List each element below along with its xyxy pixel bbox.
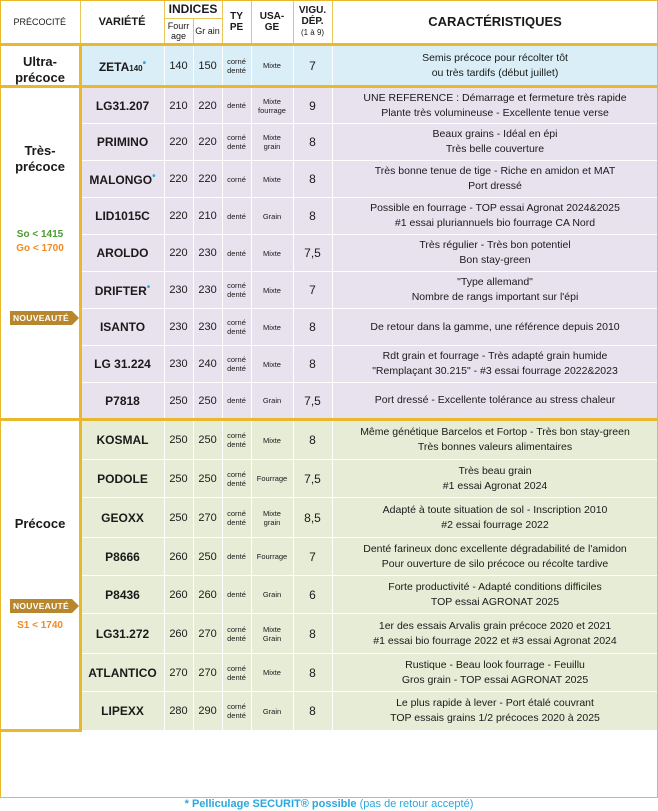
table-row: [0, 87, 658, 124]
characteristics-line-1: 1er des essais Arvalis grain précoce 2020 et 2021: [378, 619, 612, 632]
securit-marker-icon: •: [152, 171, 156, 182]
header-usage: USA- GE: [251, 0, 293, 45]
variety-name: [80, 87, 164, 124]
footer-note: [0, 797, 658, 811]
group-precoce: Précoce: [14, 516, 66, 531]
index-grain: 250: [193, 538, 222, 576]
characteristics-line-1: Forte productivité - Adapté conditions difficiles: [388, 580, 602, 593]
variety-name: [80, 654, 164, 692]
usage: Mixte: [251, 346, 293, 383]
header-precocite: PRÉCOCITÉ: [0, 0, 80, 45]
header-variete: VARIÉTÉ: [80, 0, 164, 45]
variety-label: LID1015C: [95, 209, 150, 223]
grain-type: corné denté: [222, 420, 251, 460]
usage: Grain: [251, 198, 293, 235]
vigueur-score: 9: [293, 87, 332, 124]
table-row: [0, 420, 658, 460]
variety-name: [80, 309, 164, 346]
table-row: [0, 346, 658, 383]
securit-marker-icon: •: [142, 57, 147, 69]
vigueur-score: 7: [293, 538, 332, 576]
index-grain: 150: [193, 45, 222, 87]
characteristics: [332, 346, 658, 383]
index-grain: 210: [193, 198, 222, 235]
characteristics-line-2: Plante très volumineuse - Excellente tenue verse: [381, 106, 609, 119]
header-type: TY PE: [222, 0, 251, 45]
index-grain: 250: [193, 383, 222, 420]
variety-name: [80, 460, 164, 498]
variety-name: [80, 538, 164, 576]
variety-label: PRIMINO: [96, 135, 149, 149]
index-grain: 260: [193, 576, 222, 614]
index-grain: 220: [193, 124, 222, 161]
characteristics-line-1: Rustique - Beau look fourrage - Feuillu: [405, 658, 585, 671]
grain-type: corné denté: [222, 692, 251, 731]
characteristics-line-2: "Remplaçant 30.215" - #3 essai fourrage 2022&2023: [372, 365, 618, 377]
grain-type: corné denté: [222, 272, 251, 309]
variety-label: LG31.272: [95, 626, 150, 641]
index-fourrage: 280: [164, 692, 193, 731]
index-fourrage: 230: [164, 346, 193, 383]
variety-name: [80, 614, 164, 654]
header-fourrage: Fourr age: [165, 19, 194, 43]
table-row: [0, 45, 658, 87]
vigueur-score: 8: [293, 346, 332, 383]
grain-type: corné denté: [222, 614, 251, 654]
variety-name: [80, 235, 164, 272]
index-fourrage: 250: [164, 420, 193, 460]
variety-name: [80, 124, 164, 161]
characteristics: [332, 272, 658, 309]
precocity-cell: [0, 420, 80, 731]
tres-go-threshold: Go < 1700: [16, 243, 64, 254]
index-grain: 250: [193, 460, 222, 498]
usage: Mixte: [251, 235, 293, 272]
vigueur-score: 6: [293, 576, 332, 614]
grain-type: denté: [222, 87, 251, 124]
table-row: [0, 498, 658, 538]
usage: Mixte Grain: [251, 614, 293, 654]
vigueur-score: 7,5: [293, 235, 332, 272]
grain-type: denté: [222, 235, 251, 272]
variety-name: [80, 692, 164, 731]
variety-name: [80, 161, 164, 198]
characteristics-line-2: #1 essai Agronat 2024: [442, 479, 548, 492]
index-grain: 250: [193, 420, 222, 460]
variety-name: [80, 272, 164, 309]
variety-label: ZETA: [98, 59, 130, 74]
vigueur-score: 7,5: [293, 460, 332, 498]
characteristics-line-2: #1 essai bio fourrage 2022 et #3 essai Agronat 2024: [373, 634, 617, 647]
characteristics-line-2: Gros grain - TOP essai AGRONAT 2025: [401, 673, 589, 686]
variety-label: LIPEXX: [101, 704, 144, 718]
index-grain: 220: [193, 87, 222, 124]
grain-type: corné denté: [222, 460, 251, 498]
characteristics: [332, 576, 658, 614]
usage: Grain: [251, 692, 293, 731]
grain-type: denté: [222, 538, 251, 576]
table-row: [0, 235, 658, 272]
characteristics-line-1: Semis précoce pour récolter tôt: [422, 51, 568, 64]
variety-label: PODOLE: [97, 471, 148, 486]
characteristics-line-2: Nombre de rangs important sur l'épi: [411, 291, 579, 303]
characteristics-line-2: #2 essai fourrage 2022: [441, 518, 549, 531]
index-fourrage: 230: [164, 272, 193, 309]
index-grain: 270: [193, 498, 222, 538]
index-grain: 240: [193, 346, 222, 383]
characteristics: [332, 654, 658, 692]
usage: Grain: [251, 383, 293, 420]
table-row: [0, 309, 658, 346]
vigueur-score: 8: [293, 692, 332, 731]
securit-marker-icon: •: [146, 282, 151, 293]
index-grain: 230: [193, 235, 222, 272]
variety-label: ATLANTICO: [88, 665, 157, 680]
characteristics-line-1: Possible en fourrage - TOP essai Agronat 2024&2025: [370, 202, 620, 214]
characteristics: [332, 692, 658, 731]
variety-name: [80, 198, 164, 235]
grain-type: corné denté: [222, 309, 251, 346]
characteristics: [332, 614, 658, 654]
group-ultra-precoce: Ultra- précoce: [15, 54, 65, 85]
variety-name: [80, 45, 164, 87]
usage: Mixte grain: [251, 498, 293, 538]
tres-so-threshold: So < 1415: [16, 229, 64, 240]
index-fourrage: 260: [164, 614, 193, 654]
variety-name: [80, 498, 164, 538]
table-row: [0, 460, 658, 498]
variety-label: LG 31.224: [94, 357, 151, 371]
grain-type: corné denté: [222, 45, 251, 87]
grain-type: corné: [222, 161, 251, 198]
variety-label: MALONGO: [89, 173, 153, 187]
variety-label: P7818: [105, 393, 140, 408]
vigueur-score: 8,5: [293, 498, 332, 538]
header-grain: Gr ain: [195, 26, 220, 36]
characteristics-line-2: ou très tardifs (début juillet): [431, 66, 559, 79]
characteristics-line-2: Pour ouverture de silo précoce ou récolte tardive: [381, 557, 609, 570]
index-fourrage: 220: [164, 235, 193, 272]
variety-label: P8666: [105, 549, 140, 564]
characteristics-line-2: Très belle couverture: [445, 143, 545, 155]
usage: Mixte: [251, 45, 293, 87]
footer-note-detail: (pas de retour accepté): [359, 798, 474, 810]
vigueur-score: 7: [293, 45, 332, 87]
index-fourrage: 260: [164, 538, 193, 576]
table-row: [0, 198, 658, 235]
vigueur-score: 8: [293, 198, 332, 235]
table-row: [0, 272, 658, 309]
vigueur-score: 7: [293, 272, 332, 309]
grain-type: corné denté: [222, 654, 251, 692]
table-row: [0, 161, 658, 198]
characteristics-line-1: De retour dans la gamme, une référence depuis 2010: [370, 320, 620, 333]
characteristics: [332, 538, 658, 576]
characteristics: [332, 87, 658, 124]
header-row: [0, 0, 658, 45]
variety-label: ISANTO: [99, 320, 146, 334]
index-fourrage: 220: [164, 198, 193, 235]
grain-type: corné denté: [222, 498, 251, 538]
characteristics: [332, 460, 658, 498]
grain-type: denté: [222, 383, 251, 420]
variety-suffix: 140: [129, 63, 143, 73]
index-grain: 220: [193, 161, 222, 198]
header-vigueur-scale: (1 à 9): [300, 28, 325, 37]
characteristics-line-1: Denté farineux donc excellente dégradabilité de l'amidon: [363, 542, 627, 555]
header-indices: [164, 0, 222, 45]
usage: Grain: [251, 576, 293, 614]
nouveaute-badge-drifter: NOUVEAUTÉ: [10, 311, 72, 325]
variety-label: AROLDO: [96, 246, 149, 260]
characteristics-line-1: Rdt grain et fourrage - Très adapté grain humide: [382, 350, 608, 362]
table-body: [0, 45, 658, 731]
group-tres-precoce: Très- précoce: [15, 143, 65, 174]
index-fourrage: 220: [164, 124, 193, 161]
index-fourrage: 260: [164, 576, 193, 614]
vigueur-score: 8: [293, 420, 332, 460]
characteristics-line-1: "Type allemand": [457, 276, 533, 288]
index-fourrage: 210: [164, 87, 193, 124]
usage: Fourrage: [251, 538, 293, 576]
characteristics-line-1: Le plus rapide à lever - Port étalé couvrant: [396, 697, 594, 709]
usage: Mixte: [251, 161, 293, 198]
index-fourrage: 230: [164, 309, 193, 346]
grain-type: corné denté: [222, 346, 251, 383]
table-row: [0, 124, 658, 161]
pre-s1-threshold: S1 < 1740: [17, 620, 63, 631]
index-fourrage: 270: [164, 654, 193, 692]
header-caracteristiques: CARACTÉRISTIQUES: [332, 0, 658, 45]
variety-label: DRIFTER: [94, 284, 147, 298]
usage: Mixte: [251, 309, 293, 346]
characteristics: [332, 383, 658, 420]
index-fourrage: 250: [164, 498, 193, 538]
index-grain: 290: [193, 692, 222, 731]
characteristics-line-2: TOP essais grains 1/2 précoces 2020 à 2025: [390, 712, 600, 724]
grain-type: corné denté: [222, 124, 251, 161]
characteristics: [332, 45, 658, 87]
characteristics: [332, 124, 658, 161]
characteristics: [332, 498, 658, 538]
variety-label: P8436: [105, 587, 140, 602]
table-row: [0, 692, 658, 731]
characteristics-line-2: TOP essai AGRONAT 2025: [430, 595, 560, 608]
usage: Fourrage: [251, 460, 293, 498]
variety-label: GEOXX: [101, 510, 144, 525]
characteristics: [332, 309, 658, 346]
characteristics-line-1: Beaux grains - Idéal en épi: [432, 128, 558, 140]
usage: Mixte fourrage: [251, 87, 293, 124]
table-row: [0, 654, 658, 692]
vigueur-score: 8: [293, 161, 332, 198]
nouveaute-badge-p8666: NOUVEAUTÉ: [10, 599, 72, 613]
characteristics: [332, 420, 658, 460]
vigueur-score: 8: [293, 124, 332, 161]
table-row: [0, 383, 658, 420]
usage: Mixte: [251, 272, 293, 309]
characteristics-line-1: Très bonne tenue de tige - Riche en amidon et MAT: [374, 165, 616, 177]
vigueur-score: 8: [293, 654, 332, 692]
header-vigueur: [293, 0, 332, 45]
index-grain: 230: [193, 309, 222, 346]
characteristics-line-1: Adapté à toute situation de sol - Inscription 2010: [382, 503, 608, 516]
index-fourrage: 250: [164, 460, 193, 498]
characteristics-line-1: Très beau grain: [458, 464, 532, 477]
variety-name: [80, 420, 164, 460]
table-row: [0, 576, 658, 614]
characteristics-line-2: Port dressé: [468, 180, 522, 192]
vigueur-score: 7,5: [293, 383, 332, 420]
index-fourrage: 250: [164, 383, 193, 420]
usage: Mixte grain: [251, 124, 293, 161]
characteristics-line-1: UNE REFERENCE : Démarrage et fermeture très rapide: [363, 91, 627, 104]
variety-label: KOSMAL: [96, 433, 149, 447]
usage: Mixte: [251, 420, 293, 460]
vigueur-score: 8: [293, 614, 332, 654]
characteristics: [332, 198, 658, 235]
footer-securit: * Pelliculage SECURIT® possible: [184, 798, 357, 810]
usage: Mixte: [251, 654, 293, 692]
index-grain: 270: [193, 654, 222, 692]
header-vigueur-label: VIGU. DÉP.: [298, 5, 327, 27]
index-grain: 230: [193, 272, 222, 309]
variety-name: [80, 383, 164, 420]
variety-name: [80, 346, 164, 383]
characteristics-line-2: #1 essai pluriannuels bio fourrage CA Nord: [394, 217, 596, 229]
characteristics-line-2: Bon stay-green: [459, 254, 531, 266]
grain-type: denté: [222, 576, 251, 614]
table-row: [0, 614, 658, 654]
index-fourrage: 220: [164, 161, 193, 198]
index-grain: 270: [193, 614, 222, 654]
variety-name: [80, 576, 164, 614]
grain-type: denté: [222, 198, 251, 235]
index-fourrage: 140: [164, 45, 193, 87]
characteristics-line-2: Très bonnes valeurs alimentaires: [417, 441, 573, 453]
table-row: [0, 538, 658, 576]
characteristics: [332, 161, 658, 198]
characteristics-line-1: Très régulier - Très bon potentiel: [419, 239, 571, 251]
vigueur-score: 8: [293, 309, 332, 346]
characteristics-line-1: Même génétique Barcelos et Fortop - Très bon stay-green: [360, 426, 630, 438]
header-indices-label: INDICES: [165, 0, 222, 19]
characteristics: [332, 235, 658, 272]
characteristics-line-1: Port dressé - Excellente tolérance au stress chaleur: [374, 394, 616, 406]
variety-label: LG31.207: [95, 98, 150, 113]
